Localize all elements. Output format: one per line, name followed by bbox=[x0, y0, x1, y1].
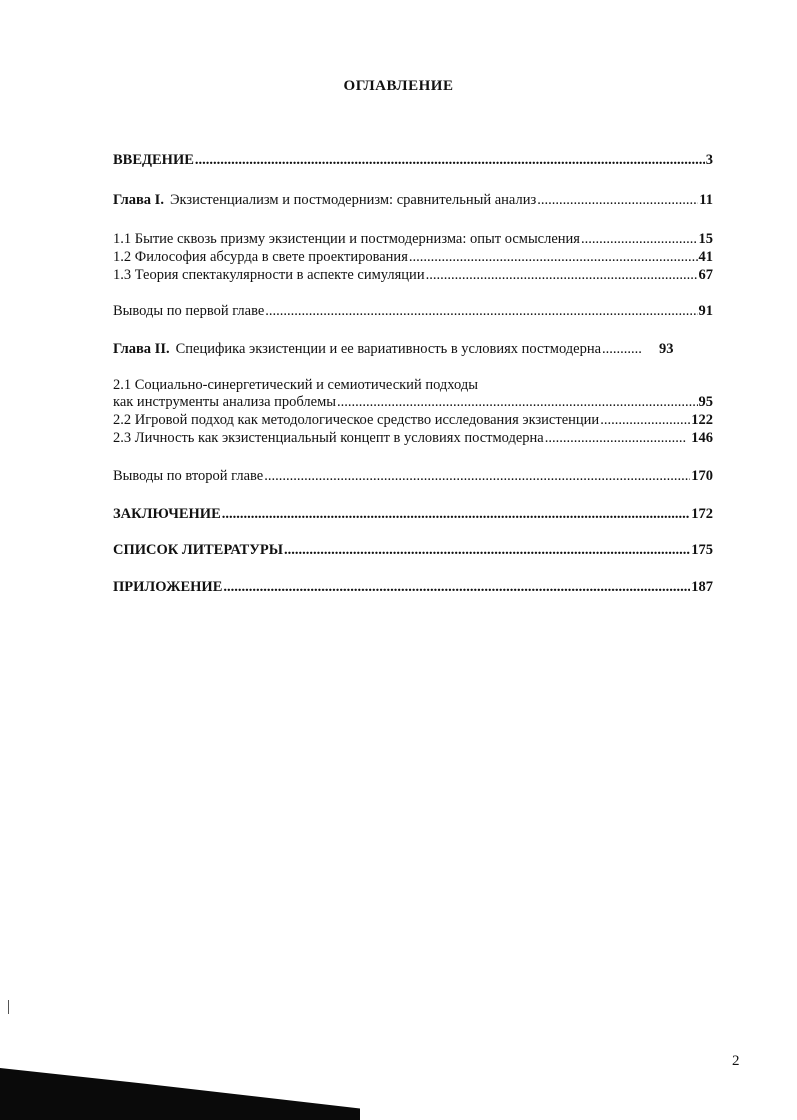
toc-entry-2-3 bbox=[113, 430, 713, 447]
toc-page: 91 bbox=[698, 303, 713, 319]
toc-entry-conclusion bbox=[113, 506, 713, 523]
toc-page: 11 bbox=[699, 192, 713, 208]
toc-entry-appendix bbox=[113, 579, 713, 596]
toc-page: 15 bbox=[698, 231, 713, 247]
toc-label: 2.3 Личность как экзистенциальный концепт в условиях постмодерна bbox=[113, 430, 544, 446]
toc-page: 146 bbox=[691, 430, 713, 446]
toc-entry-conclusions-1 bbox=[113, 303, 713, 320]
toc-entry-chapter-2 bbox=[113, 341, 713, 358]
page-number: 2 bbox=[732, 1053, 740, 1069]
toc-page: 93 bbox=[659, 341, 674, 357]
toc-page: 187 bbox=[691, 579, 713, 595]
toc-entry-conclusions-2 bbox=[113, 468, 713, 485]
toc-page: 172 bbox=[691, 506, 713, 522]
toc-page: 122 bbox=[691, 412, 713, 428]
toc-label: ВВЕДЕНИЕ bbox=[113, 152, 194, 168]
toc-label: Экзистенциализм и постмодернизм: сравнительный анализ bbox=[169, 192, 537, 208]
toc-page: 67 bbox=[698, 267, 713, 283]
toc-entry-2-1-line-1: 2.1 Социально-синергетический и семиотический подходы bbox=[113, 377, 478, 393]
scan-artifact-tick bbox=[8, 1000, 9, 1014]
toc-entry-2-2 bbox=[113, 412, 713, 429]
toc-label: СПИСОК ЛИТЕРАТУРЫ bbox=[113, 542, 283, 558]
toc-entry-1-3 bbox=[113, 267, 713, 284]
toc-entry-2-1 bbox=[113, 394, 713, 411]
toc-page: 41 bbox=[698, 249, 713, 265]
toc-label: ПРИЛОЖЕНИЕ bbox=[113, 579, 223, 595]
toc-label: Выводы по второй главе bbox=[113, 468, 264, 484]
toc-entry-1-1 bbox=[113, 231, 713, 248]
toc-entry-chapter-1 bbox=[113, 192, 713, 209]
toc-entry-1-2 bbox=[113, 249, 713, 266]
toc-label: ЗАКЛЮЧЕНИЕ bbox=[113, 506, 221, 522]
toc-page: 170 bbox=[691, 468, 713, 484]
toc-page: 3 bbox=[705, 152, 713, 168]
toc-entry-introduction bbox=[113, 152, 713, 169]
scan-shadow-artifact bbox=[0, 1068, 360, 1120]
toc-label: как инструменты анализа проблемы bbox=[113, 394, 337, 410]
toc-label: 1.3 Теория спектакулярности в аспекте симуляции bbox=[113, 267, 425, 283]
toc-chapter-prefix: Глава II. bbox=[113, 341, 170, 357]
toc-entry-bibliography bbox=[113, 542, 713, 559]
toc-chapter-prefix: Глава I. bbox=[113, 192, 164, 208]
toc-label: 2.2 Игровой подход как методологическое средство исследования экзистенции bbox=[113, 412, 600, 428]
toc-label: 1.2 Философия абсурда в свете проектирования bbox=[113, 249, 408, 265]
toc-page: 175 bbox=[691, 542, 713, 558]
page-title: ОГЛАВЛЕНИЕ bbox=[343, 78, 454, 94]
toc-label: Выводы по первой главе bbox=[113, 303, 265, 319]
toc-label: Специфика экзистенции и ее вариативность в условиях постмодерна bbox=[175, 341, 602, 357]
toc-page: 95 bbox=[698, 394, 713, 410]
toc-label: 1.1 Бытие сквозь призму экзистенции и постмодернизма: опыт осмысления bbox=[113, 231, 580, 247]
